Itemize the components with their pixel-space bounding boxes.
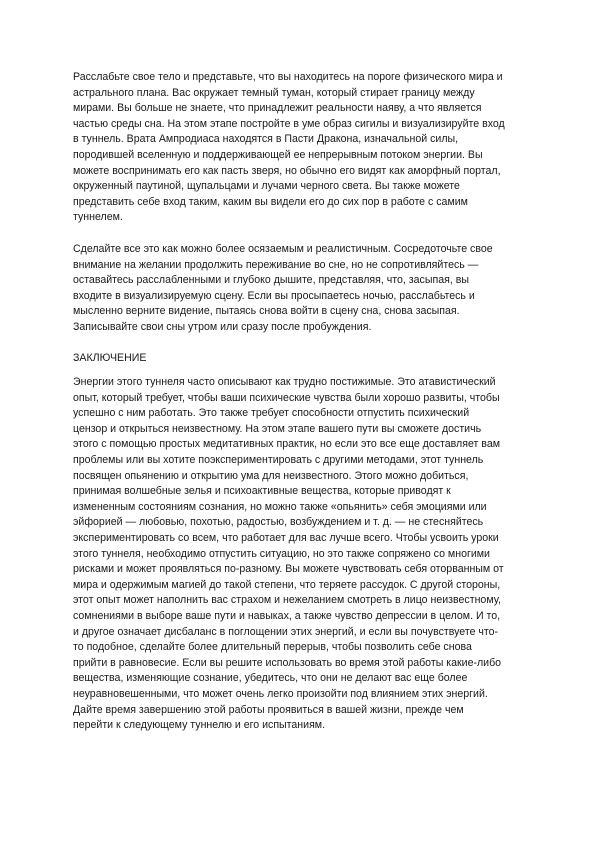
text-line: рисками и может проявляться по-разному. Вы можете чувствовать себя оторванным от: [73, 563, 504, 576]
text-line: сомнениями в выборе ваше пути и навыках, а также чувство депрессии в целом. И то,: [73, 610, 501, 622]
text-line: измененным состояниям сознания, но можно также «опьянить» себя эмоциями или: [73, 500, 487, 513]
text-line: Энергии этого туннеля часто описывают как трудно постижимые. Это атавистический: [73, 376, 496, 389]
text-line: этого туннеля, необходимо отпустить ситуацию, но это также сопряжено со многими: [73, 547, 490, 560]
paragraph-intro: [73, 70, 530, 226]
text-line: входите в визуализируемую сцену. Если вы просыпаетесь ночью, расслабьтесь и: [73, 289, 475, 302]
text-line: принимая волшебные зелья и психоактивные вещества, которые приводят к: [73, 485, 451, 498]
text-line: опыт, который требует, чтобы ваши психические чувства были хорошо развиты, чтобы: [73, 391, 500, 404]
text-line: мирами. Вы больше не знаете, что принадлежит реальности наяву, а что является: [73, 102, 482, 115]
text-line: перейти к следующему туннелю и его испытаниям.: [73, 719, 326, 732]
text-line: в туннель. Врата Ампродиаса находятся в Пасти Дракона, изначальной силы,: [73, 133, 459, 146]
text-line: Записывайте свои сны утром или сразу после пробуждения.: [73, 320, 372, 333]
text-line: успешно с ним работать. Это также требует способности отпустить психический: [73, 407, 470, 420]
text-line: оставайтесь расслабленными и глубоко дышите, представляя, что, засыпая, вы: [73, 274, 469, 287]
text-line: окруженный паутиной, щупальцами и лучами черного света. Вы также можете: [73, 180, 460, 193]
section-heading: ЗАКЛЮЧЕНИЕ: [73, 351, 147, 364]
text-line: мысленно верните видение, пытаясь снова войти в сцену сна, снова засыпая.: [73, 305, 460, 318]
text-line: прийти в равновесие. Если вы решите использовать во время этой работы какие-либо: [73, 656, 502, 669]
text-line: представить себе вход таким, каким вы видели его до сих пор в работе с самим: [73, 195, 468, 208]
text-line: экспериментировать со всем, что работает для вас лучше всего. Чтобы усвоить уроки: [73, 532, 499, 545]
text-line: частью среды сна. На этом этапе постройте в уме образ сигилы и визуализируйте вход: [73, 117, 505, 130]
text-line: проблемы или вы хотите поэкспериментировать с другими методами, этот туннель: [73, 454, 484, 467]
text-line: эйфорией — любовью, похотью, радостью, возбуждением и т. д. — не стесняйтесь: [73, 516, 484, 529]
text-line: Сделайте все это как можно более осязаемым и реалистичным. Сосредоточьте свое: [73, 242, 493, 255]
text-line: и другое означает дисбаланс в поглощении этих энергий, и если вы почувствуете что-: [73, 625, 499, 638]
text-line: вещества, изменяющие сознание, убедитесь, что они не делают вас еще более: [73, 672, 468, 685]
text-line: то подобное, сделайте более длительный перерыв, чтобы позволить себе снова: [73, 641, 472, 654]
text-line: цензор и открыться неизвестному. На этом этапе вашего пути вы сможете достичь: [73, 422, 482, 435]
text-line: Расслабьте свое тело и представьте, что вы находитесь на пороге физического мира и: [73, 71, 503, 83]
text-line: посвящен опьянению и открытию ума для неизвестного. Этого можно добиться,: [73, 469, 469, 482]
text-line: Дайте время завершению этой работы проявиться в вашей жизни, прежде чем: [73, 703, 464, 716]
text-line: туннелем.: [73, 211, 123, 224]
paragraph-instructions: [73, 242, 530, 336]
text-line: можете воспринимать его как пасть зверя, но обычно его видят как аморфный портал,: [73, 164, 501, 177]
text-line: этот опыт может наполнить вас страхом и нежеланием смотреть в лицо неизвестному,: [73, 594, 501, 607]
paragraph-conclusion: [73, 375, 530, 734]
text-line: астрального плана. Вас окружает темный туман, который стирает границу между: [73, 86, 475, 99]
text-line: внимание на желании продолжить переживание во сне, но не сопротивляйтесь —: [73, 258, 479, 271]
text-line: этого с помощью простых медитативных практик, но если это все еще доставляет вам: [73, 438, 500, 451]
text-line: мира и одержимым магией до такой степени, что теряете рассудок. С другой стороны,: [73, 578, 501, 591]
text-line: породившей вселенную и поддерживающей ее непрерывным потоком энергии. Вы: [73, 148, 483, 161]
text-line: неуравновешенными, что может очень легко произойти под влиянием этих энергий.: [73, 687, 488, 700]
